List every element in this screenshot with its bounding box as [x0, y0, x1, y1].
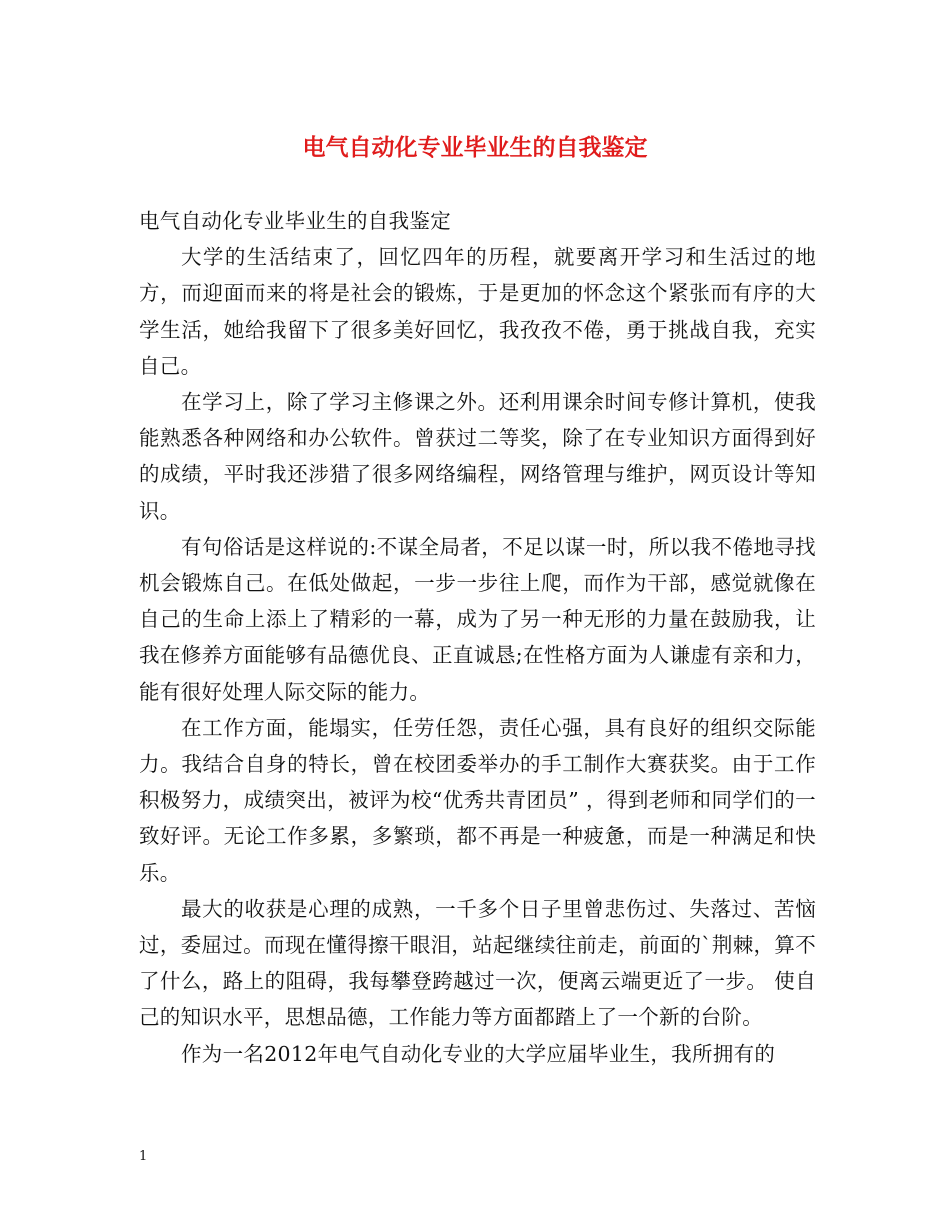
page-number: 1	[139, 1149, 148, 1164]
paragraph-3: 有句俗话是这样说的:不谋全局者，不足以谋一时，所以我不倦地寻找机会锻炼自己。在低处做起，一步一步往上爬，而作为干部，感觉就像在自己的生命上添上了精彩的一幕，成为了另一种无形的力量在鼓励我，让我在修养方面能够有品德优良、正直诚恳;在性格方面为人谦虚有亲和力，能有很好处理人际交际的能力。	[139, 534, 816, 704]
document-subtitle: 电气自动化专业毕业生的自我鉴定	[139, 209, 451, 233]
paragraph-4: 在工作方面，能塌实，任劳任怨，责任心强，具有良好的组织交际能力。我结合自身的特长，曾在校团委举办的手工制作大赛获奖。由于工作积极努力，成绩突出，被评为校“优秀共青团员” ，得到老师和同学们的一致好评。无论工作多累，多繁琐，都不再是一种疲惫，而是一种满足和快乐。	[139, 715, 816, 885]
paragraph-5: 最大的收获是心理的成熟，一千多个日子里曾悲伤过、失落过、苦恼过，委屈过。而现在懂得擦干眼泪，站起继续往前走，前面的`荆棘，算不了什么，路上的阻碍，我每攀登跨越过一次，便离云端更近了一步。 使自己的知识水平，思想品德，工作能力等方面都踏上了一个新的台阶。	[139, 896, 816, 1030]
paragraph-1: 大学的生活结束了，回忆四年的历程，就要离开学习和生活过的地方，而迎面而来的将是社会的锻炼，于是更加的怀念这个紧张而有序的大学生活，她给我留下了很多美好回忆，我孜孜不倦，勇于挑战自我，充实自己。	[139, 245, 816, 378]
paragraph-6: 作为一名2012年电气自动化专业的大学应届毕业生，我所拥有的	[181, 1041, 776, 1066]
paragraph-2: 在学习上，除了学习主修课之外。还利用课余时间专修计算机，使我能熟悉各种网络和办公软件。曾获过二等奖，除了在专业知识方面得到好的成绩，平时我还涉猎了很多网络编程，网络管理与维护，网页设计等知识。	[139, 390, 816, 523]
document-title: 电气自动化专业毕业生的自我鉴定	[302, 135, 648, 161]
document-body	[139, 203, 816, 1072]
